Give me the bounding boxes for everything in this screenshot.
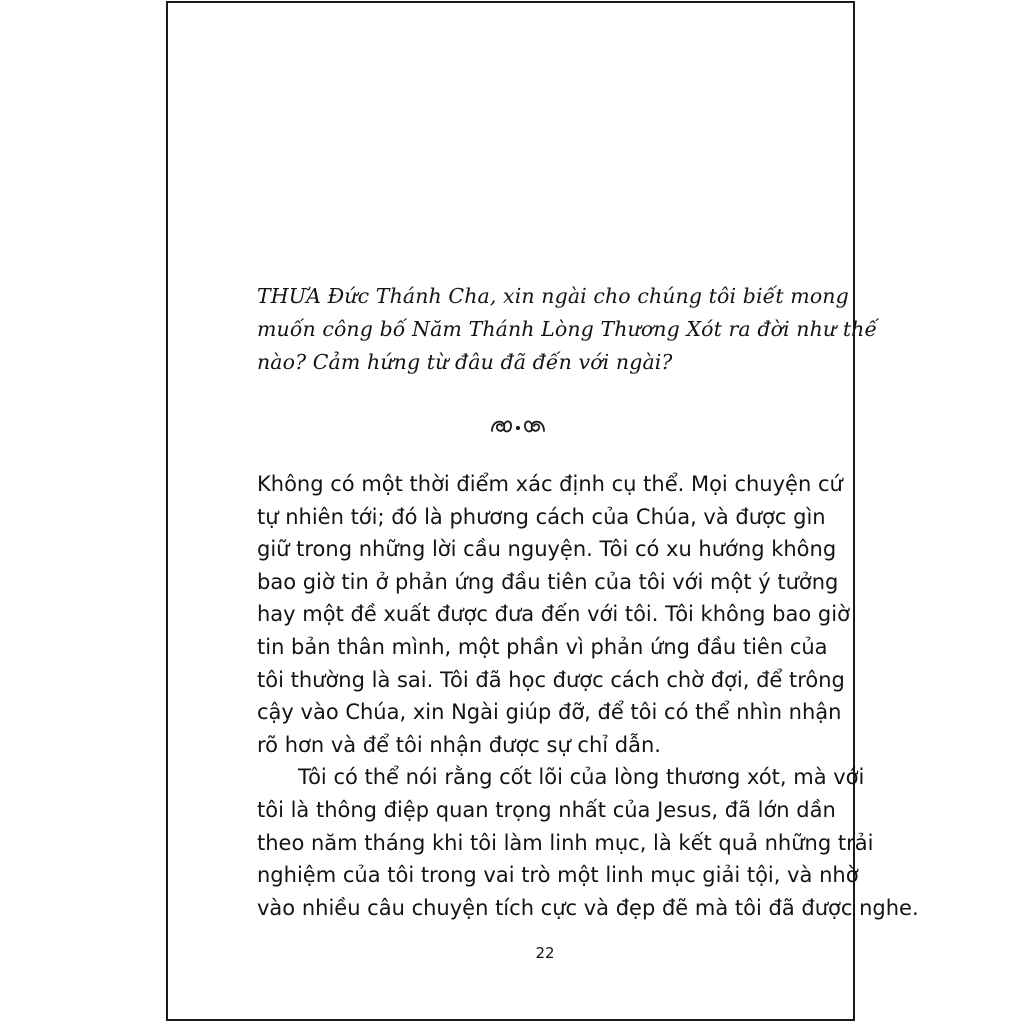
answer-line: Tôi có thể nói rằng cốt lõi của lòng thương xót, mà với — [298, 765, 865, 790]
answer-line: rõ hơn và để tôi nhận được sự chỉ dẫn. — [257, 732, 661, 757]
answer-text — [257, 468, 919, 924]
answer-line: vào nhiều câu chuyện tích cực và đẹp đẽ mà tôi đã được nghe. — [257, 895, 919, 920]
answer-line: Không có một thời điểm xác định cụ thể. Mọi chuyện cứ — [257, 472, 843, 496]
answer-line: hay một đề xuất được đưa đến với tôi. Tôi không bao giờ — [257, 602, 850, 627]
answer-line: nghiệm của tôi trong vai trò một linh mục giải tội, và nhờ — [257, 863, 859, 888]
question-line: nào? Cảm hứng từ đâu đã đến với ngài? — [257, 350, 673, 374]
fleuron-divider-icon — [488, 413, 548, 439]
answer-line: cậy vào Chúa, xin Ngài giúp đỡ, để tôi có thể nhìn nhận — [257, 700, 842, 725]
answer-line: tin bản thân mình, một phần vì phản ứng đầu tiên của — [257, 634, 828, 659]
answer-line: theo năm tháng khi tôi làm linh mục, là kết quả những trải — [257, 830, 874, 855]
answer-line: tôi là thông điệp quan trọng nhất của Jesus, đã lớn dần — [257, 797, 836, 822]
question-line: muốn công bố Năm Thánh Lòng Thương Xót ra đời như thế — [257, 317, 878, 341]
answer-line: bao giờ tin ở phản ứng đầu tiên của tôi với một ý tưởng — [257, 569, 839, 594]
answer-line: tôi thường là sai. Tôi đã học được cách chờ đợi, để trông — [257, 667, 845, 692]
answer-line: giữ trong những lời cầu nguyện. Tôi có xu hướng không — [257, 537, 837, 562]
question-text — [257, 280, 878, 379]
question-line: THƯA Đức Thánh Cha, xin ngài cho chúng tôi biết mong — [257, 284, 849, 308]
answer-line: tự nhiên tới; đó là phương cách của Chúa, và được gìn — [257, 504, 826, 529]
page-number: 22 — [535, 944, 555, 962]
